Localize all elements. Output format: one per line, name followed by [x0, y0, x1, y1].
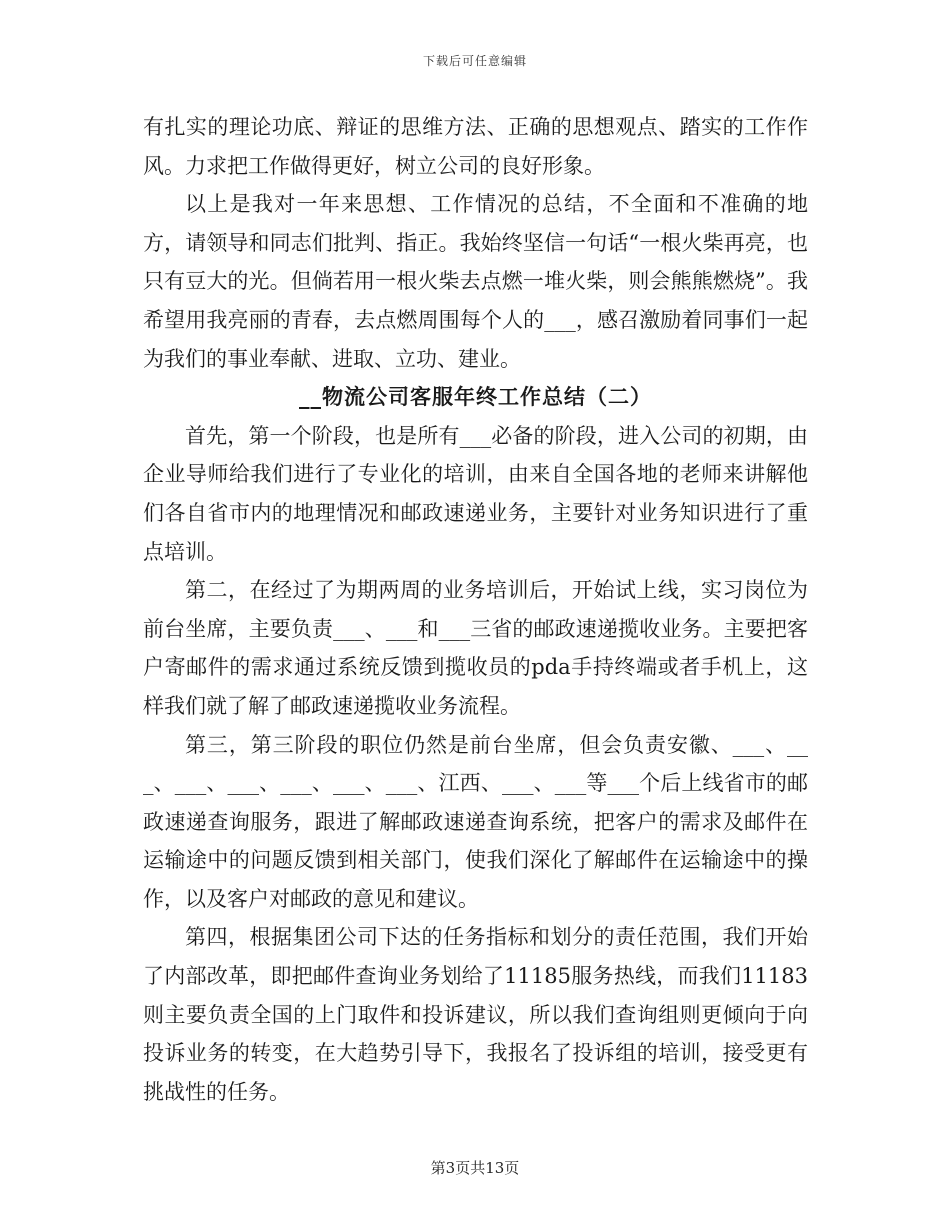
paragraph-6: 第四，根据集团公司下达的任务指标和划分的责任范围，我们开始了内部改革，即把邮件查询业务划给了11185服务热线，而我们11183则主要负责全国的上门取件和投诉建议，所以我们查询组则更倾向于向投诉业务的转变，在大趋势引导下，我报名了投诉组的培训，接受更有挑战性的任务。 [143, 925, 808, 1104]
paragraph-3: 首先，第一个阶段，也是所有___必备的阶段，进入公司的初期，由企业导师给我们进行了专业化的培训，由来自全国各地的老师来讲解他们各自省市内的地理情况和邮政速递业务，主要针对业务知识进行了重点培训。 [143, 423, 808, 564]
paragraph-2: 以上是我对一年来思想、工作情况的总结，不全面和不准确的地方，请领导和同志们批判、指正。我始终坚信一句话“一根火柴再亮，也只有豆大的光。但倘若用一根火柴去点燃一堆火柴，则会熊熊燃烧”。我希望用我亮丽的青春，去点燃周围每个人的___，感召激励着同事们一起为我们的事业奉献、进取、立功、建业。 [143, 192, 808, 371]
document-body [143, 108, 808, 1111]
paragraph-5: 第三，第三阶段的职位仍然是前台坐席，但会负责安徽、___、___、___、___、___、___、___、江西、___、___等___个后上线省市的邮政速递查询服务，跟进了解邮政速递查询系统，把客户的需求及邮件在运输途中的问题反馈到相关部门，使我们深化了解邮件在运输途中的操作，以及客户对邮政的意见和建议。 [143, 732, 808, 911]
section-title: __物流公司客服年终工作总结（二） [299, 384, 652, 410]
paragraph-4: 第二，在经过了为期两周的业务培训后，开始试上线，实习岗位为前台坐席，主要负责___、___和___三省的邮政速递揽收业务。主要把客户寄邮件的需求通过系统反馈到揽收员的pda手持终端或者手机上，这样我们就了解了邮政速递揽收业务流程。 [143, 578, 808, 718]
page-header-note: 下载后可任意编辑 [422, 54, 527, 68]
paragraph-1: 有扎实的理论功底、辩证的思维方法、正确的思想观点、踏实的工作作风。力求把工作做得更好，树立公司的良好形象。 [143, 115, 808, 178]
page-number: 第3页共13页 [430, 1159, 520, 1177]
